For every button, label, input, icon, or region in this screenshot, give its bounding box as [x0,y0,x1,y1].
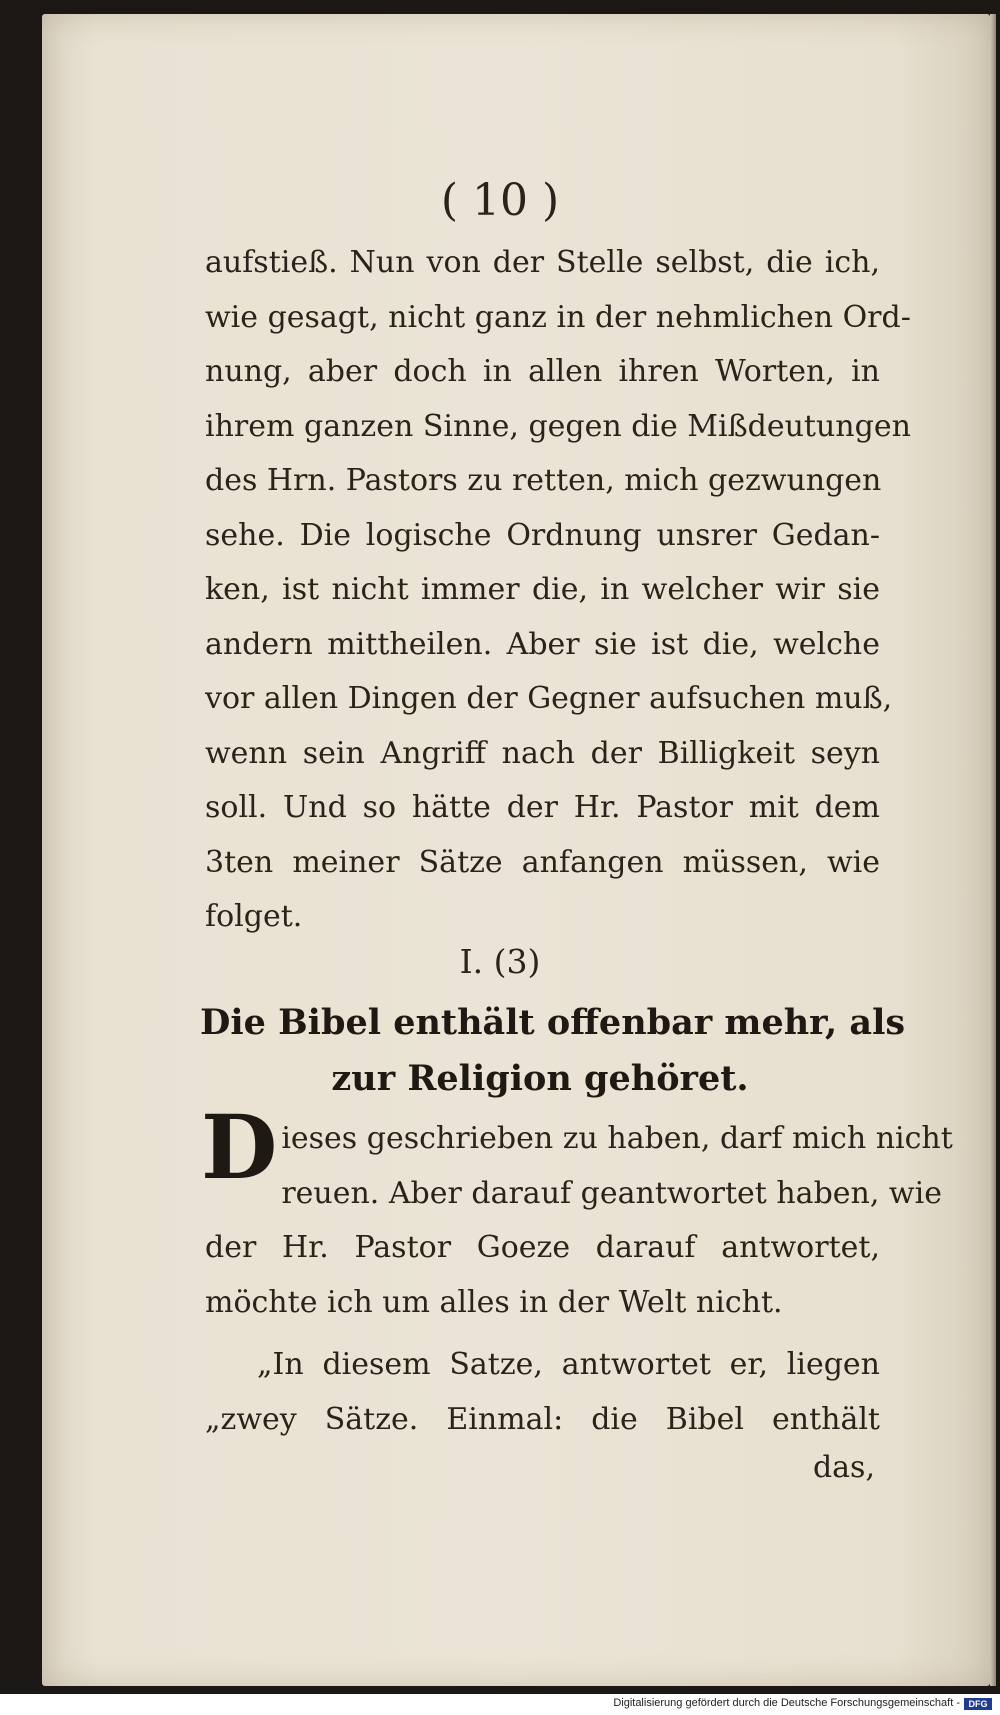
paragraph-2 [201,1095,953,1330]
text-line: „In diesem Satze, antwortet er, liegen [257,1347,880,1382]
text-line: „zwey Sätze. Einmal: die Bibel enthält [205,1401,880,1437]
page-number: ( 10 ) [440,175,560,226]
heading-line: zur Religion gehöret. [331,1058,749,1099]
text-line: ieses geschrieben zu haben, darf mich nicht [281,1121,953,1156]
text-line: möchte ich um alles in der Welt nicht. [205,1284,783,1320]
text-line: 3ten meiner Sätze anfangen müssen, wie [205,844,880,880]
page-edge [990,14,996,1686]
text-line: der Hr. Pastor Goeze darauf antwortet, [205,1230,880,1265]
text-line: reuen. Aber darauf geantwortet haben, wie [281,1175,942,1211]
text-line: nung, aber doch in allen ihren Worten, in [205,354,880,389]
text-line: wenn sein Angriff nach der Billigkeit seyn [205,735,880,771]
funding-notice: Digitalisierung gefördert durch die Deutsche Forschungsgemeinschaft - [613,1697,960,1709]
paragraph-1 [205,236,911,945]
quote-paragraph [205,1338,880,1447]
text-line: soll. Und so hätte der Hr. Pastor mit dem [205,790,880,825]
text-line: sehe. Die logische Ordnung unsrer Gedan- [205,517,880,553]
text-line: aufstieß. Nun von der Stelle selbst, die ich, [205,245,880,280]
heading-line: Die Bibel enthält offenbar mehr, als [200,1002,906,1043]
text-line: folget. [205,899,303,934]
text-line: ihrem ganzen Sinne, gegen die Mißdeutungen [205,408,911,444]
text-line: andern mittheilen. Aber sie ist die, welche [205,626,880,662]
dfg-logo-icon: DFG [964,1698,992,1710]
text-line: ken, ist nicht immer die, in welcher wir sie [205,572,880,607]
section-heading [200,995,906,1107]
text-line: vor allen Dingen der Gegner aufsuchen muß, [205,681,893,716]
text-line: des Hrn. Pastors zu retten, mich gezwungen [205,463,882,498]
section-number: I. (3) [459,942,541,981]
catchword: das, [812,1450,875,1485]
text-line: wie gesagt, nicht ganz in der nehmlichen Ord- [205,299,911,335]
drop-cap: D [201,1095,278,1199]
